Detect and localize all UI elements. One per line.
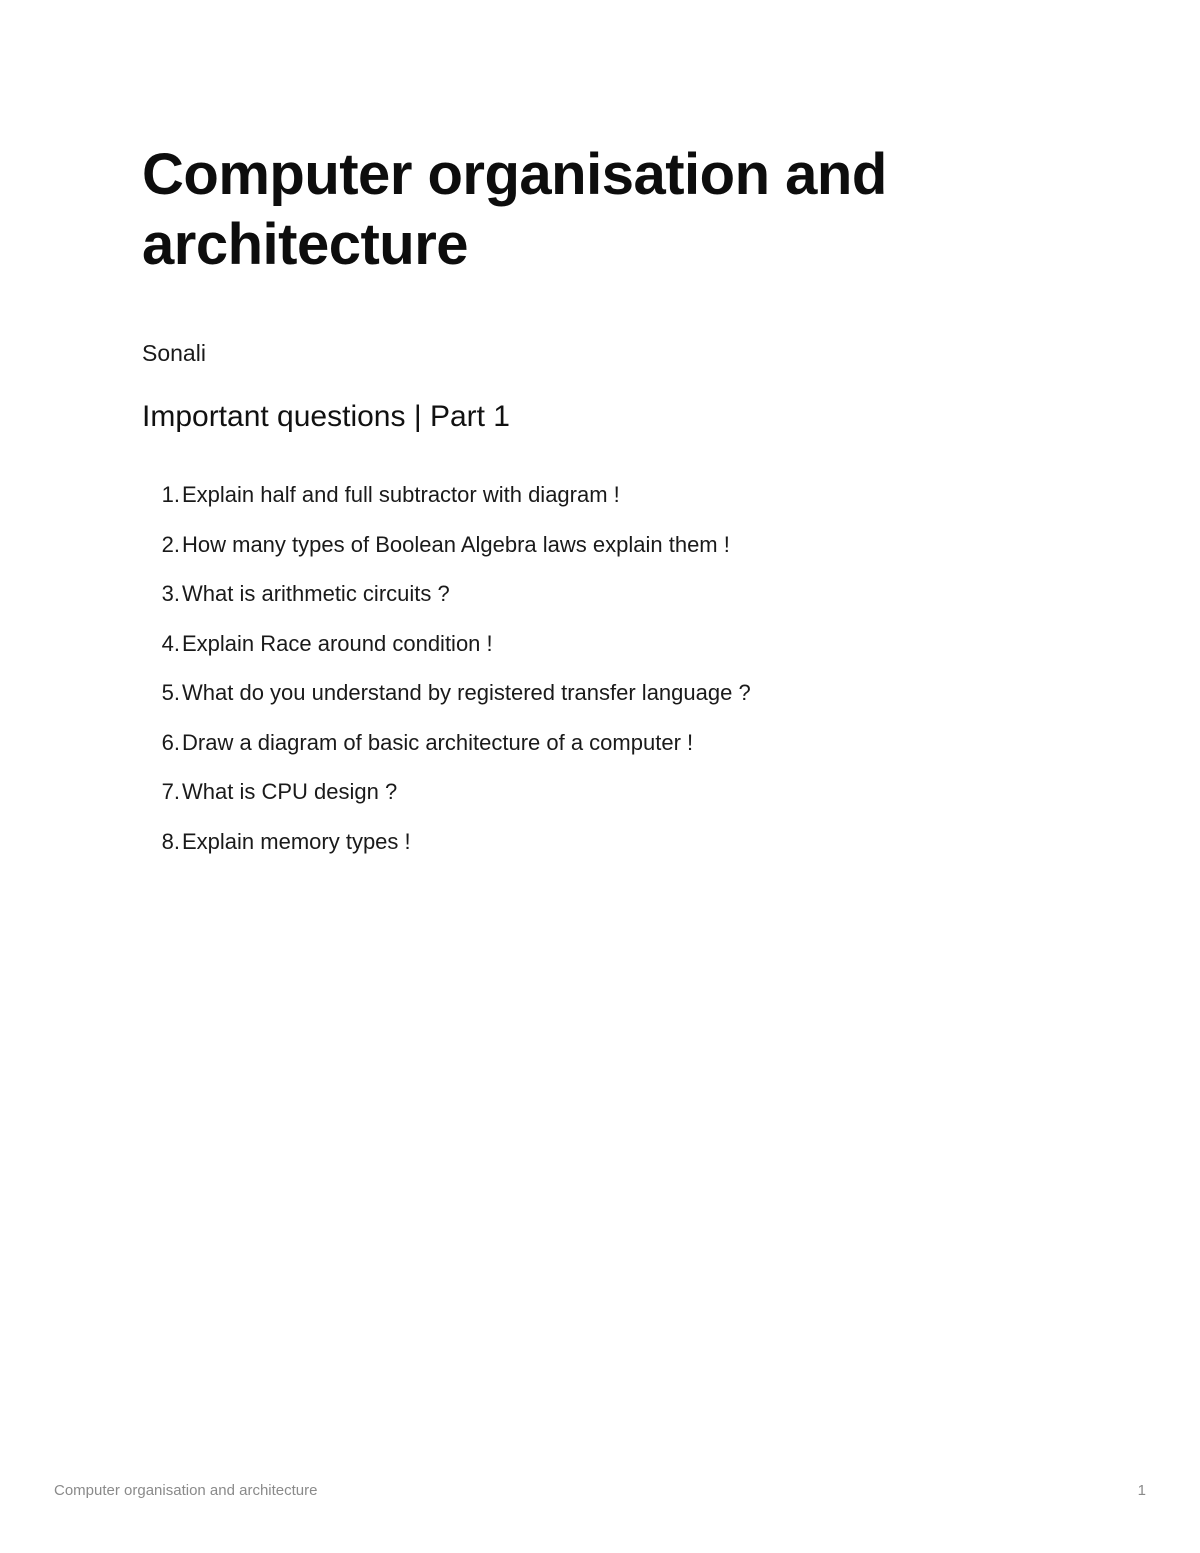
- list-item-text: What is arithmetic circuits ?: [182, 581, 450, 606]
- list-item-text: Explain Race around condition !: [182, 630, 493, 656]
- page-content: [142, 140, 1042, 876]
- page-footer: [54, 1478, 1146, 1502]
- document-title: Computer organisation and architecture: [142, 142, 887, 277]
- list-item-text: Draw a diagram of basic architecture of a computer !: [182, 729, 694, 755]
- list-item-number: 1.: [161, 482, 180, 507]
- list-item: [142, 530, 1042, 560]
- list-item: [142, 728, 1042, 758]
- list-item-number: 7.: [161, 779, 180, 804]
- list-item: [142, 777, 1042, 807]
- section-heading: Important questions | Part 1: [142, 400, 510, 433]
- author-name: Sonali: [142, 340, 206, 366]
- list-item: [142, 678, 1042, 708]
- list-item: [142, 579, 1042, 609]
- footer-document-name: Computer organisation and architecture: [54, 1481, 318, 1499]
- questions-list: [142, 480, 1042, 857]
- list-item-text: What do you understand by registered transfer language ?: [182, 680, 751, 705]
- list-item: [142, 480, 1042, 510]
- list-item-text: Explain half and full subtractor with diagram !: [182, 482, 620, 507]
- list-item-number: 6.: [161, 729, 180, 755]
- list-item: [142, 827, 1042, 857]
- list-item-number: 2.: [161, 531, 180, 557]
- list-item-text: Explain memory types !: [182, 828, 411, 854]
- list-item-text: What is CPU design ?: [182, 779, 398, 804]
- list-item: [142, 629, 1042, 659]
- list-item-number: 3.: [161, 581, 180, 606]
- footer-page-number: 1: [1137, 1481, 1146, 1499]
- list-item-number: 5.: [161, 680, 180, 705]
- list-item-text: How many types of Boolean Algebra laws explain them !: [182, 531, 730, 557]
- list-item-number: 8.: [161, 828, 180, 854]
- list-item-number: 4.: [161, 630, 180, 656]
